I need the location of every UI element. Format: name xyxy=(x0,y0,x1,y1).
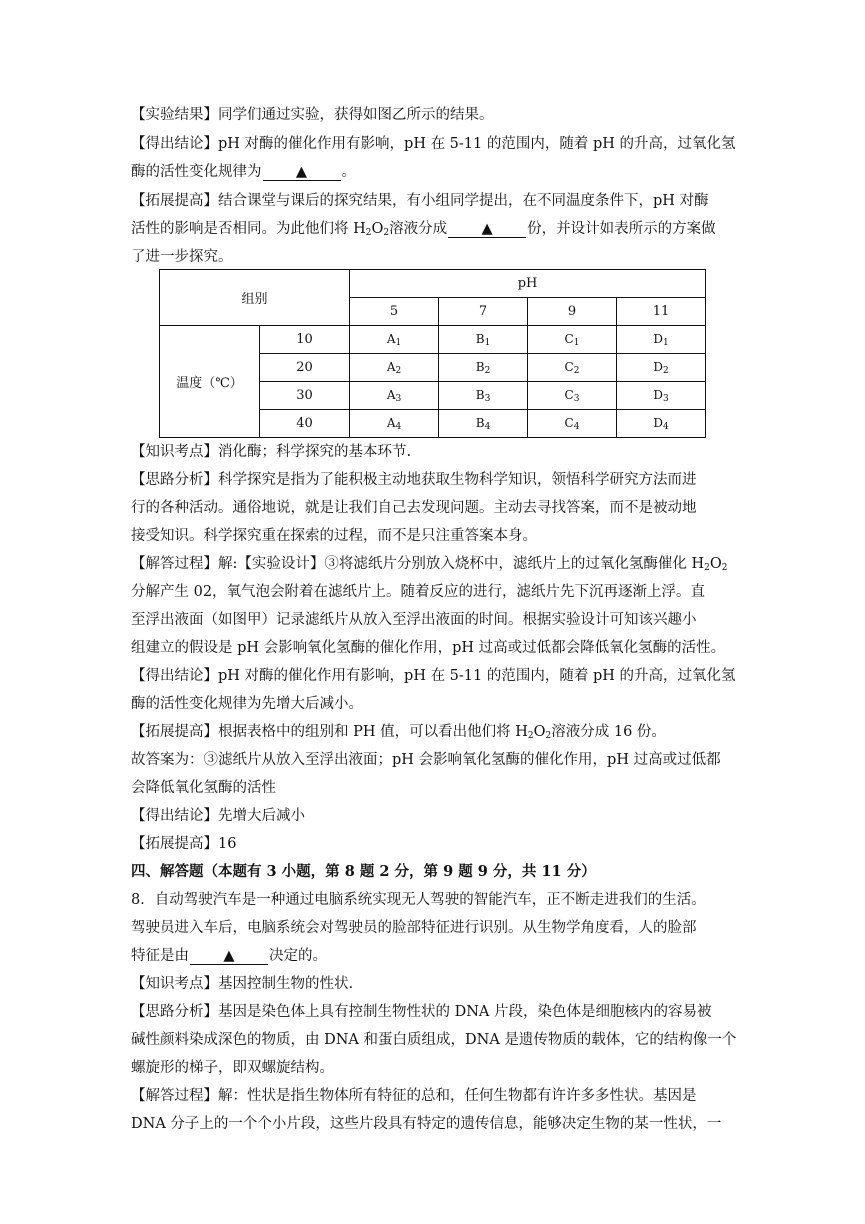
temperature-value: 40 xyxy=(260,410,350,438)
group-cell: $C_4$ xyxy=(528,410,617,438)
extension-blank-line xyxy=(131,219,716,243)
temperature-header: 温度（℃） xyxy=(160,326,260,438)
temperature-value: 20 xyxy=(260,354,350,382)
group-cell: $A_2$ xyxy=(350,354,439,382)
subscript: 2 xyxy=(704,563,710,573)
answer-line: 故答案为：③滤纸片从放入至浮出液面；pH 会影响氧化氢酶的催化作用，pH 过高或过低都 xyxy=(131,752,721,768)
solution-line xyxy=(131,554,728,578)
triangle-marker-icon: ▲ xyxy=(223,948,235,964)
triangle-marker-icon: ▲ xyxy=(295,164,308,180)
group-cell: $B_1$ xyxy=(439,326,528,354)
ph-value: 7 xyxy=(439,298,528,326)
text-line: 行的各种活动。通俗地说，就是让我们自己去发现问题。主动去寻找答案，而不是被动地 xyxy=(131,500,697,516)
text-line: 螺旋形的梯子，即双螺旋结构。 xyxy=(131,1060,334,1076)
text-line: 分解产生 02，氧气泡会附着在滤纸片上。随着反应的进行，滤纸片先下沉再逐渐上浮。直 xyxy=(131,584,706,600)
experiment-result-line: 【实验结果】同学们通过实验，获得如图乙所示的结果。 xyxy=(131,107,494,123)
text-line: 驾驶员进入车后，电脑系统会对驾驶员的脸部特征进行识别。从生物学角度看，人的脸部 xyxy=(131,920,697,936)
subscript: 2 xyxy=(545,731,552,741)
text-segment: 。 xyxy=(341,164,356,180)
group-cell: $D_2$ xyxy=(617,354,706,382)
extension-answer-line xyxy=(131,722,666,746)
experiment-design-table xyxy=(159,269,706,438)
temperature-value: 30 xyxy=(260,382,350,410)
answer-line: 【拓展提高】16 xyxy=(131,836,237,852)
knowledge-point-line: 【知识考点】消化酶；科学探究的基本环节. xyxy=(131,444,412,460)
text-segment: 【解答过程】解:【实验设计】③将滤纸片分别放入烧杯中，滤纸片上的过氧化氢酶催化 H xyxy=(131,556,705,572)
text-segment: O xyxy=(709,556,722,572)
triangle-marker-icon: ▲ xyxy=(481,221,493,237)
group-cell: $D_4$ xyxy=(617,410,706,438)
table-row xyxy=(160,326,706,354)
group-cell: $C_1$ xyxy=(528,326,617,354)
answer-blank xyxy=(190,948,268,965)
ph-value: 5 xyxy=(350,298,439,326)
subscript: 2 xyxy=(527,731,534,741)
subscript: 2 xyxy=(721,563,728,573)
text-segment: 【拓展提高】根据表格中的组别和 PH 值，可以看出他们将 H xyxy=(131,724,528,740)
group-cell: $B_4$ xyxy=(439,410,528,438)
ph-value: 9 xyxy=(528,298,617,326)
text-segment: 决定的。 xyxy=(269,948,327,964)
text-segment: O xyxy=(533,724,546,740)
text-line: 了进一步探究。 xyxy=(131,249,233,265)
knowledge-point-line: 【知识考点】基因控制生物的性状. xyxy=(131,976,354,992)
text-segment: 活性的影响是否相同。为此他们将 H xyxy=(131,221,366,237)
section-heading: 四、解答题（本题有 3 小题，第 8 题 2 分，第 9 题 9 分，共 11 分） xyxy=(131,863,596,880)
answer-blank xyxy=(448,221,526,238)
conclusion-line: 【得出结论】pH 对酶的催化作用有影响，pH 在 5-11 的范围内，随着 pH 的升高，过氧化氢 xyxy=(131,136,736,152)
question-blank-line xyxy=(131,946,327,966)
text-segment: 份，并设计如表所示的方案做 xyxy=(527,221,716,237)
text-line: 酶的活性变化规律为先增大后减小。 xyxy=(131,696,363,712)
conclusion-line: 【得出结论】pH 对酶的催化作用有影响，pH 在 5-11 的范围内，随着 pH 的升高，过氧化氢 xyxy=(131,668,736,684)
group-cell: $A_1$ xyxy=(350,326,439,354)
text-segment: 溶液分成 16 份。 xyxy=(551,724,666,740)
solution-line: 【解答过程】解：性状是指生物体所有特征的总和，任何生物都有许许多多性状。基因是 xyxy=(131,1088,697,1104)
analysis-line: 【思路分析】基因是染色体上具有控制生物性状的 DNA 片段，染色体是细胞核内的容易被 xyxy=(131,1004,712,1020)
group-cell: $A_3$ xyxy=(350,382,439,410)
group-cell: $B_2$ xyxy=(439,354,528,382)
group-cell: $A_4$ xyxy=(350,410,439,438)
extension-line: 【拓展提高】结合课堂与课后的探究结果，有小组同学提出，在不同温度条件下，pH 对酶 xyxy=(131,193,709,209)
text-line: 至浮出液面（如图甲）记录滤纸片从放入至浮出液面的时间。根据实验设计可知该兴趣小 xyxy=(131,612,697,628)
temperature-value: 10 xyxy=(260,326,350,354)
subscript: 2 xyxy=(365,228,372,238)
group-cell: $C_2$ xyxy=(528,354,617,382)
ph-header: pH xyxy=(350,270,706,298)
text-line: 组建立的假设是 pH 会影响氧化氢酶的催化作用，pH 过高或过低都会降低氧化氢酶的活性。 xyxy=(131,640,726,656)
group-header: 组别 xyxy=(160,270,350,326)
text-line: 碱性颜料染成深色的物质，由 DNA 和蛋白质组成，DNA 是遗传物质的载体，它的结构像一个 xyxy=(131,1032,737,1048)
subscript: 2 xyxy=(383,228,390,238)
text-line: DNA 分子上的一个个小片段，这些片段具有特定的遗传信息，能够决定生物的某一性状，一 xyxy=(131,1116,722,1132)
group-cell: $D_1$ xyxy=(617,326,706,354)
text-line: 会降低氧化氢酶的活性 xyxy=(131,780,276,796)
group-cell: $B_3$ xyxy=(439,382,528,410)
answer-line: 【得出结论】先增大后减小 xyxy=(131,808,305,824)
group-cell: $C_3$ xyxy=(528,382,617,410)
answer-blank xyxy=(263,164,341,181)
question-line: 8．自动驾驶汽车是一种通过电脑系统实现无人驾驶的智能汽车，正不断走进我们的生活。 xyxy=(131,892,706,908)
text-line: 接受知识。科学探究重在探索的过程，而不是只注重答案本身。 xyxy=(131,528,537,544)
conclusion-blank-line xyxy=(131,162,356,182)
text-segment: 特征是由 xyxy=(131,948,189,964)
ph-value: 11 xyxy=(617,298,706,326)
text-segment: O xyxy=(371,221,384,237)
text-segment: 酶的活性变化规律为 xyxy=(131,164,262,180)
analysis-line: 【思路分析】科学探究是指为了能积极主动地获取生物科学知识，领悟科学研究方法而进 xyxy=(131,472,697,488)
group-cell: $D_3$ xyxy=(617,382,706,410)
text-segment: 溶液分成 xyxy=(389,221,448,237)
